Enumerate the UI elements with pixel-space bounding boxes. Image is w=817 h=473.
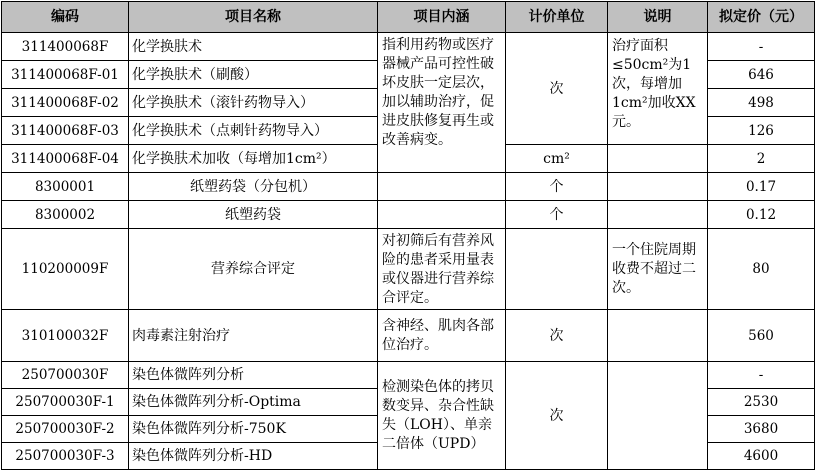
row-name: 染色体微阵列分析-Optima <box>129 389 378 416</box>
row-code: 310100032F <box>2 310 129 362</box>
header-unit: 计价单位 <box>506 2 608 33</box>
row-note <box>608 310 708 362</box>
table-row <box>2 173 815 201</box>
chem-peel-connotation: 指利用药物或医疗器械产品可控性破坏皮肤一定层次，加以辅助治疗，促进皮肤修复再生或改善病变。 <box>378 33 506 173</box>
header-connotation: 项目内涵 <box>378 2 506 33</box>
row-price: 2530 <box>708 389 815 416</box>
row-connotation: 含神经、肌肉各部位治疗。 <box>378 310 506 362</box>
row-price: 4600 <box>708 443 815 470</box>
row-code: 250700030F-1 <box>2 389 129 416</box>
row-code: 250700030F-2 <box>2 416 129 443</box>
row-name: 染色体微阵列分析-750K <box>129 416 378 443</box>
header-price: 拟定价（元） <box>708 2 815 33</box>
row-connotation: 对初筛后有营养风险的患者采用量表或仪器进行营养综合评定。 <box>378 229 506 310</box>
row-price: 126 <box>708 117 815 145</box>
row-price: 0.12 <box>708 201 815 229</box>
header-name: 项目名称 <box>129 2 378 33</box>
row-connotation <box>378 201 506 229</box>
row-price: 3680 <box>708 416 815 443</box>
row-note: 一个住院周期收费不超过二次。 <box>608 229 708 310</box>
row-name: 化学换肤术（刷酸） <box>129 61 378 89</box>
row-name: 纸塑药袋 <box>129 201 378 229</box>
row-code: 250700030F <box>2 362 129 389</box>
row-name: 化学换肤术加收（每增加1cm²） <box>129 145 378 173</box>
row-code: 8300001 <box>2 173 129 201</box>
row-price: 0.17 <box>708 173 815 201</box>
table-row <box>2 229 815 310</box>
row-code: 110200009F <box>2 229 129 310</box>
table-row <box>2 33 815 61</box>
row-name: 肉毒素注射治疗 <box>129 310 378 362</box>
row-name: 化学换肤术（点刺针药物导入） <box>129 117 378 145</box>
row-price: - <box>708 362 815 389</box>
microarray-connotation: 检测染色体的拷贝数变异、杂合性缺失（LOH）、单亲二倍体（UPD） <box>378 362 506 470</box>
row-price: 2 <box>708 145 815 173</box>
row-price: - <box>708 33 815 61</box>
microarray-unit: 次 <box>506 362 608 470</box>
row-code: 311400068F-01 <box>2 61 129 89</box>
row-name: 染色体微阵列分析-HD <box>129 443 378 470</box>
row-code: 311400068F-04 <box>2 145 129 173</box>
row-unit: cm² <box>506 145 608 173</box>
row-code: 8300002 <box>2 201 129 229</box>
row-code: 311400068F-02 <box>2 89 129 117</box>
header-note: 说明 <box>608 2 708 33</box>
row-name: 化学换肤术 <box>129 33 378 61</box>
row-name: 化学换肤术（滚针药物导入） <box>129 89 378 117</box>
price-table <box>1 1 815 470</box>
chem-peel-note: 治疗面积≤50cm²为1次，每增加1cm²加收XX元。 <box>608 33 708 145</box>
row-note <box>608 201 708 229</box>
table-row <box>2 201 815 229</box>
row-name: 纸塑药袋（分包机） <box>129 173 378 201</box>
row-note <box>608 173 708 201</box>
row-unit: 次 <box>506 310 608 362</box>
row-price: 646 <box>708 61 815 89</box>
microarray-note <box>608 362 708 470</box>
row-connotation <box>378 173 506 201</box>
row-note <box>608 145 708 173</box>
table-row <box>2 310 815 362</box>
row-unit: 个 <box>506 201 608 229</box>
row-price: 498 <box>708 89 815 117</box>
row-price: 560 <box>708 310 815 362</box>
header-code: 编码 <box>2 2 129 33</box>
row-code: 311400068F <box>2 33 129 61</box>
table-row <box>2 362 815 389</box>
row-code: 311400068F-03 <box>2 117 129 145</box>
row-name: 染色体微阵列分析 <box>129 362 378 389</box>
row-unit <box>506 229 608 310</box>
row-unit: 个 <box>506 173 608 201</box>
row-price: 80 <box>708 229 815 310</box>
header-row <box>2 2 815 33</box>
row-name: 营养综合评定 <box>129 229 378 310</box>
row-code: 250700030F-3 <box>2 443 129 470</box>
chem-peel-unit: 次 <box>506 33 608 145</box>
